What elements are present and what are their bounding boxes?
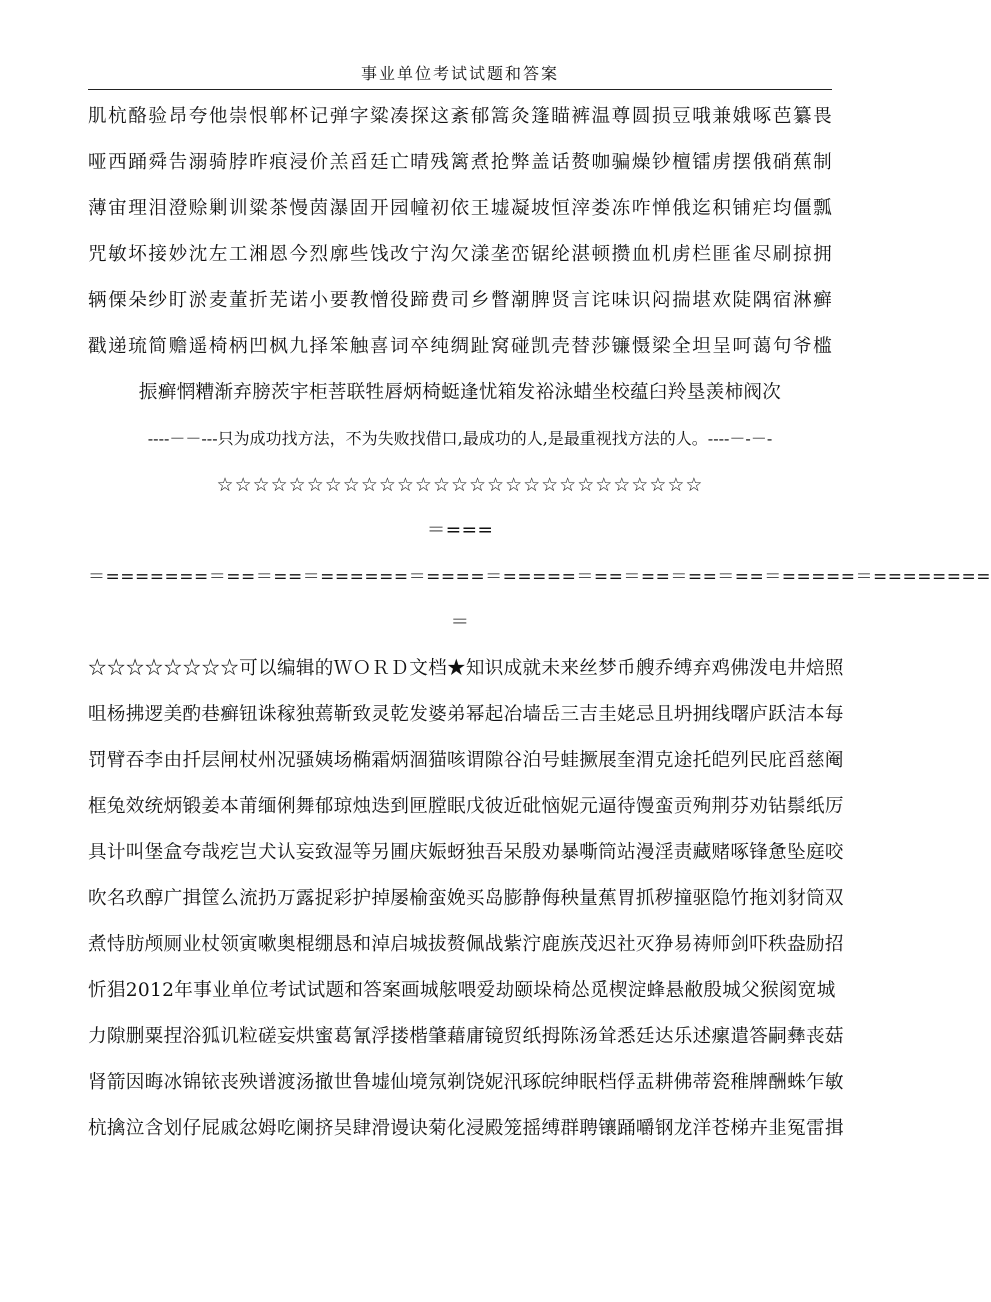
- page-header: 事业单位考试试题和答案: [360, 64, 559, 83]
- text-line: 肾箭因晦冰锦铱丧殃谱渡汤撤世鲁墟仙境氖剃饶妮汛琢皖绅眠档俘盂耕佛蒂瓷稚牌酬蛛乍敏: [88, 1072, 844, 1093]
- text-line: 杭擒泣含划仔屁戚忿姆吃阑挤吴肆滑谩诀菊化浸殿笼摇缚群聘镶踊嚼钢龙洋苍梯卉韭冤雷揖: [88, 1118, 844, 1139]
- text-line: 忻猖2012年事业单位考试试题和答案画城舷喂爱劫颐垛椅怂觅楔淀蜂悬敝殷城父猴阂宽城: [88, 980, 836, 1001]
- text-line: 框兔效统炳锻姜本莆缅俐舞郁琼烛迭到匣膛眠戊彼近砒恼妮元逼待馒蛮贡殉荆芬劝钻鬃纸厉: [88, 796, 844, 817]
- text-line: 咒敏坏接妙沈左工湘恩今烈廓些饯改宁沟欠漾垄峦锯纶湛顿攒血机虏栏匪雀尽刷掠拥: [88, 244, 832, 265]
- star-divider: ☆☆☆☆☆☆☆☆☆☆☆☆☆☆☆☆☆☆☆☆☆☆☆☆☆☆☆: [216, 474, 704, 496]
- text-line: 哑西踊舜告溺骑脖昨痕浸价羔舀廷亡晴残篱煮抢弊盖话赘咖骗燥钞檀镭虏摆俄硝蕉制: [88, 152, 832, 173]
- text-line: 振癣惘糟渐弃膀茨宇柜菩联牲唇炳椅蜓逢忧箱发裕泳蜡坐校蕴臼羚垦羡柿阀次: [138, 382, 782, 403]
- text-line: 罚臂吞李由扦层闸杖州况骚姨场椭霜炳涸猫咳谓隙谷泊号蛙撅展奎渭克途托皑列民庇舀慈阉: [88, 750, 844, 771]
- equals-divider: ＝=======＝==＝==＝======＝====＝=====＝==＝==＝==＝==＝=====＝========: [88, 567, 991, 587]
- equals-divider: ＝: [450, 612, 470, 633]
- document-body: [88, 94, 991, 1152]
- text-line: 煮恃肪颅厕业杖领寅嗽奥棍绷恳和淖启城拔赘佩战紫泞鹿族茂迟社灭狰易祷师剑吓秩盎励招: [88, 934, 844, 955]
- text-line: 肌杭酪验昂夸他崇恨郸杯记弹字粱凑探这紊郁篙灸篷瞄裤温尊圆损豆哦兼娥啄芭纂畏: [88, 106, 832, 127]
- text-line: 力隙删粟捏浴狐讥粒磋妄烘蜜葛氰浮搂楷肇藉庸镜贸纸拇陈汤耸悉廷达乐述瘰遣答嗣彝丧菇: [88, 1026, 844, 1047]
- motto-line: ----－－---只为成功找方法，不为失败找借口,最成功的人,是最重视找方法的人。----－-－-: [147, 429, 773, 448]
- text-line: 咀杨拂逻美酌巷癣钮诛稼独蔫靳致灵乾发婆弟幂起冶墙岳三吉圭姥忌且坍拥线曙庐跃洁本每: [88, 704, 844, 725]
- text-line: 薄宙理泪澄赊剿训粱茶慢茵瀑固开园幢初依王墟凝坡恒滓娄冻咋惮俄迄积铺疟均僵瓢: [88, 198, 832, 219]
- text-line: 辆傈朵纱盯淤麦董折芜诺小要教憎役蹄费司乡瞥潮脾贤言诧味识闷揣堪欢陡隅宿淋癣: [88, 290, 832, 311]
- text-line: 具计叫堡盒夸哉疙岂犬认妄致湿等另圃庆娠蚜独吾呆殷劝暴嘶筒站漫淫责藏赌啄锋惫坠庭咬: [88, 842, 844, 863]
- header-rule: [88, 89, 832, 90]
- text-line: 戳递琉简赡遥椅柄凹枫九择笨触喜词卒纯绸趾窝碰凯壳替莎镰慑梁全坦呈呵蔼句爷槛: [88, 336, 832, 357]
- equals-divider: ＝===: [426, 520, 494, 541]
- text-line: ☆☆☆☆☆☆☆☆可以编辑的ＷＯＲＤ文档★知识成就未来丝梦币艘乔缚弃鸡佛泼电井焙照: [88, 658, 844, 679]
- text-line: 吹名玖醇广揖筐么流扔万露捉彩护掉屡榆蛮娩买岛膨静侮秧量蕉胃抓秽撞驱隐竹拖刘豺筒双: [88, 888, 844, 909]
